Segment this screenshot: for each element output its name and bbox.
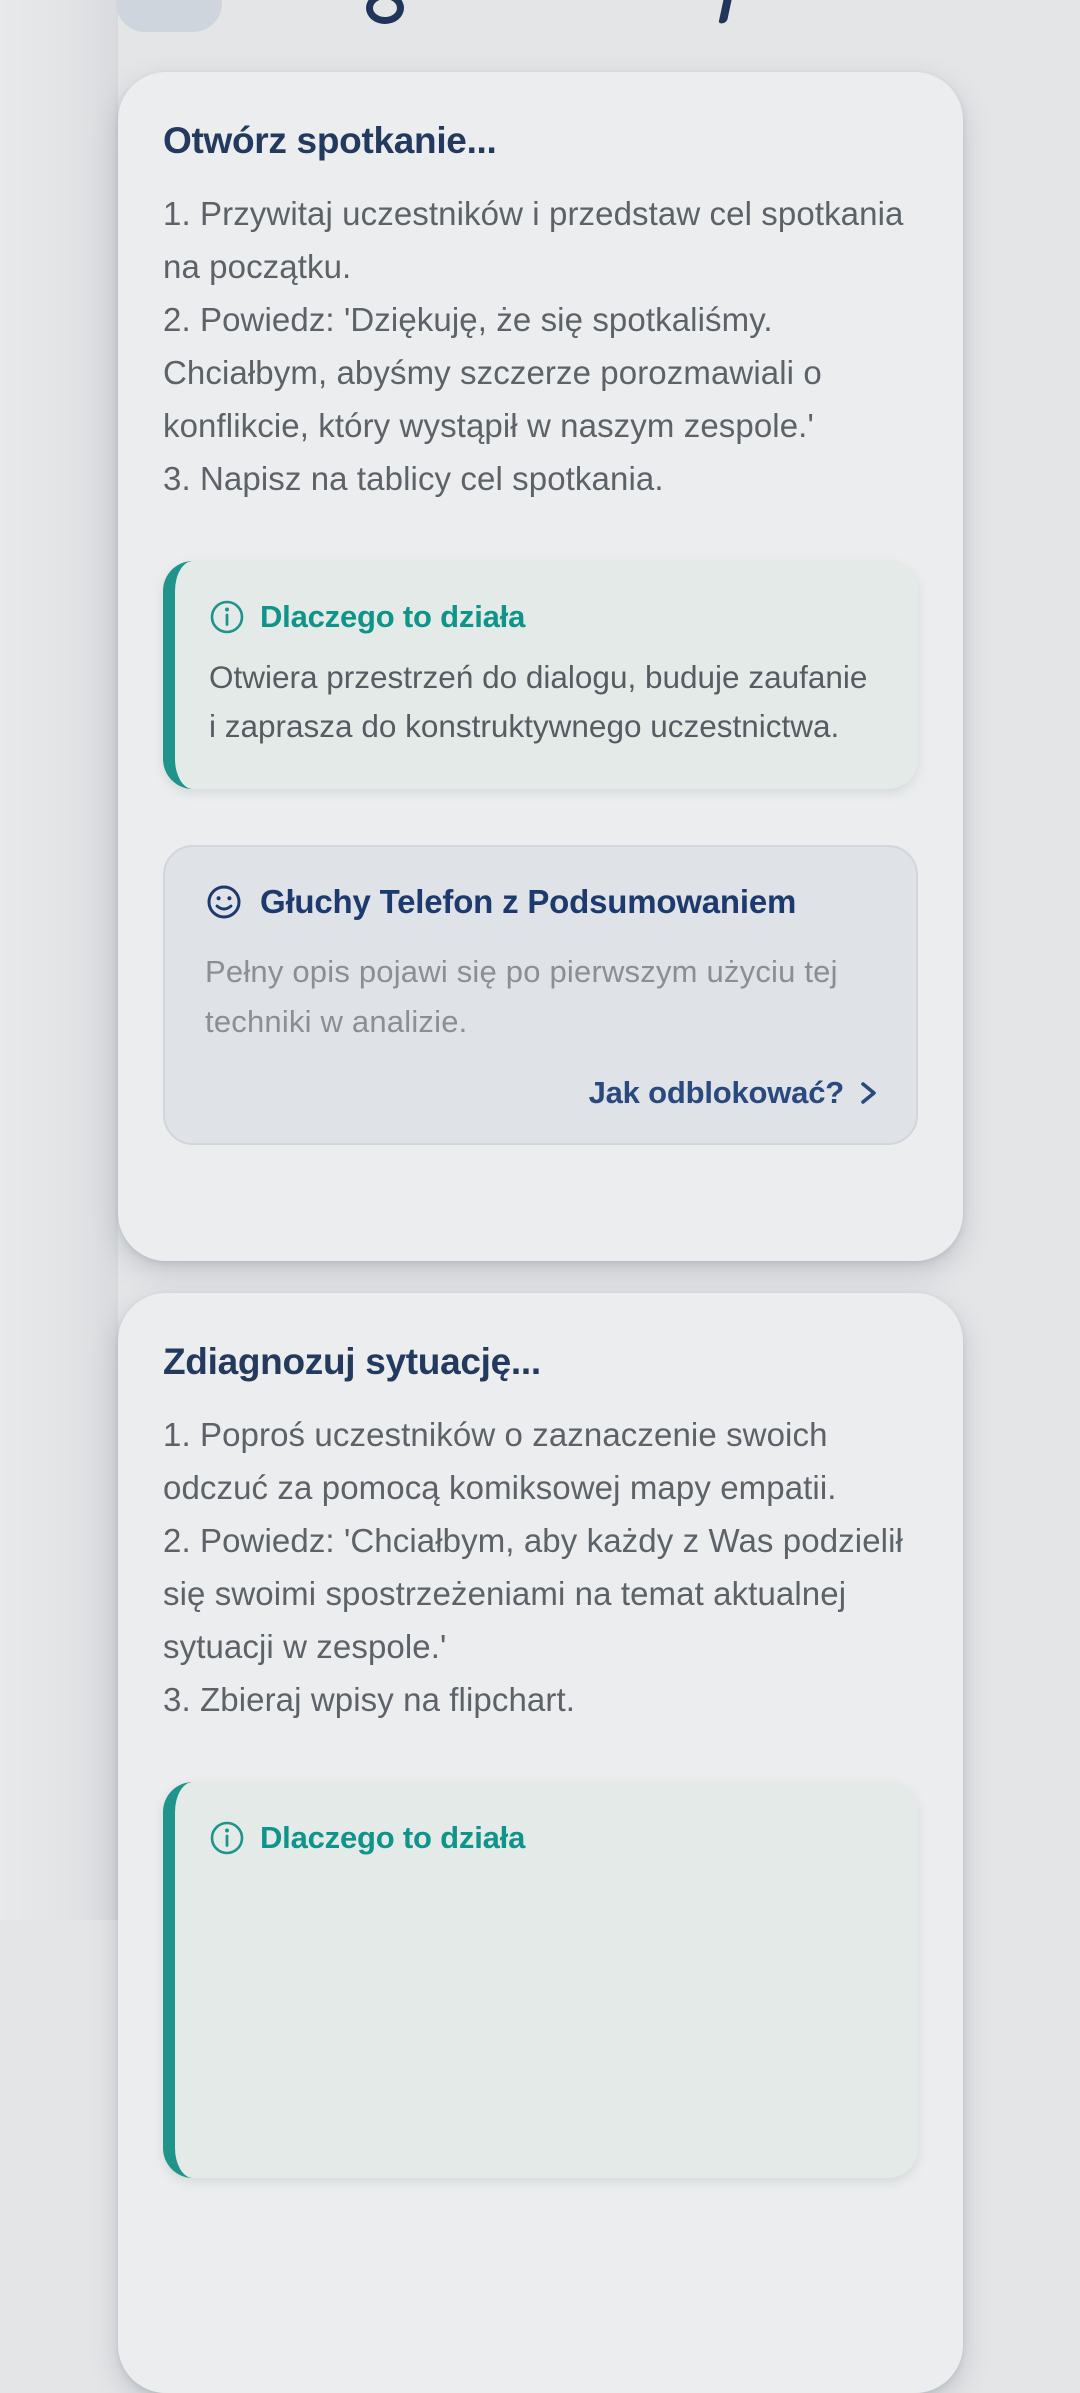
step-list bbox=[163, 187, 918, 505]
locked-technique-description: Pełny opis pojawi się po pierwszym użyciu tej techniki w analizie. bbox=[205, 953, 838, 1039]
locked-technique-card bbox=[163, 845, 918, 1145]
card-title: Zdiagnozuj sytuację... bbox=[163, 1341, 541, 1382]
why-it-works-header bbox=[209, 599, 878, 635]
why-it-works-body: Otwiera przestrzeń do dialogu, buduje zaufanie i zaprasza do konstruktywnego uczestnictwa. bbox=[209, 658, 868, 744]
info-circle-icon bbox=[209, 599, 245, 635]
chevron-right-icon[interactable] bbox=[858, 1077, 880, 1109]
unlock-link-label[interactable]: Jak odblokować? bbox=[588, 1074, 844, 1110]
why-it-works-box bbox=[163, 1782, 918, 2178]
step-text: 1. Przywitaj uczestników i przedstaw cel spotkania na początku. bbox=[163, 194, 904, 285]
locked-technique-title: Głuchy Telefon z Podsumowaniem bbox=[260, 882, 797, 920]
step-text: 2. Powiedz: 'Chciałbym, aby każdy z Was podzielił się swoimi spostrzeżeniami na temat aktualnej sytuacji w zespole.' bbox=[163, 1521, 903, 1665]
info-circle-icon bbox=[209, 1820, 245, 1856]
step-text: 3. Zbieraj wpisy na flipchart. bbox=[163, 1680, 576, 1718]
step-text: 3. Napisz na tablicy cel spotkania. bbox=[163, 459, 664, 497]
step-text: 2. Powiedz: 'Dziękuję, że się spotkaliśmy. Chciałbym, abyśmy szczerze porozmawiali o konflikcie, który wystąpił w naszym zespole.' bbox=[163, 300, 822, 444]
why-it-works-title: Dlaczego to działa bbox=[260, 598, 526, 634]
why-it-works-header bbox=[209, 1820, 878, 1856]
why-it-works-title: Dlaczego to działa bbox=[260, 1819, 526, 1855]
step-list bbox=[163, 1408, 918, 1726]
locked-technique-header bbox=[205, 883, 880, 921]
unlock-link[interactable] bbox=[205, 1075, 880, 1111]
cropped-text-fragment bbox=[366, 0, 404, 24]
cropped-text-fragment bbox=[719, 0, 734, 24]
smiley-icon bbox=[205, 883, 243, 921]
step-text: 1. Poproś uczestników o zaznaczenie swoich odczuć za pomocą komiksowej mapy empatii. bbox=[163, 1415, 837, 1506]
step-card-diagnose-situation bbox=[118, 1293, 963, 2393]
nav-pill-button[interactable] bbox=[116, 0, 222, 32]
left-edge-shade bbox=[0, 0, 118, 1920]
card-title: Otwórz spotkanie... bbox=[163, 120, 497, 161]
why-it-works-box bbox=[163, 561, 918, 789]
step-card-open-meeting bbox=[118, 72, 963, 1261]
cropped-header bbox=[0, 0, 1080, 36]
